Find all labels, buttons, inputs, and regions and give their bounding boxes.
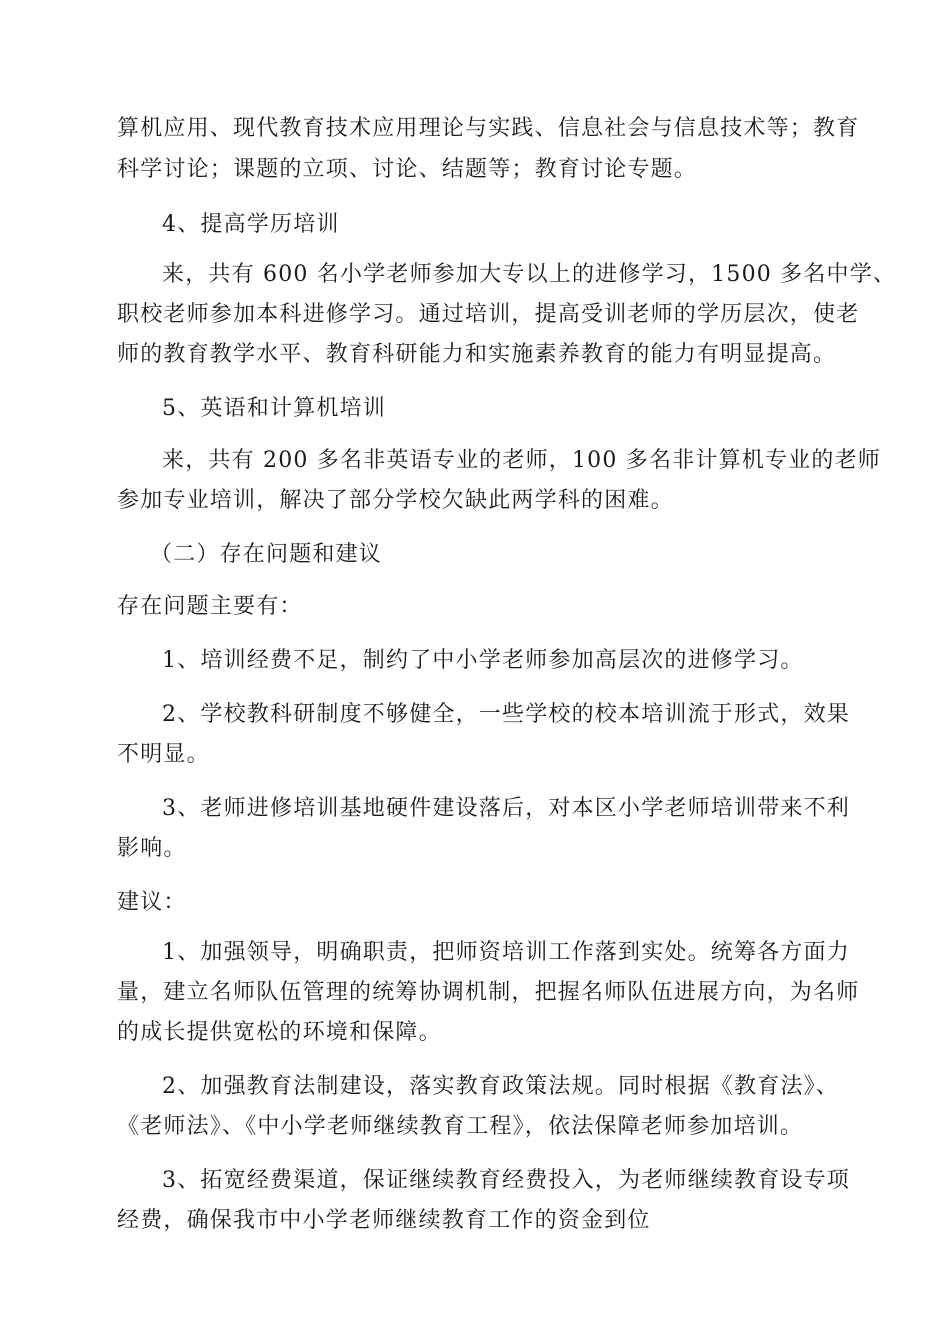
subsection-heading: （二）存在问题和建议: [150, 542, 383, 567]
list-item: 经费，确保我市中小学老师继续教育工作的资金到位: [117, 1208, 651, 1233]
list-label: 建议：: [117, 890, 187, 915]
list-item: 的成长提供宽松的环境和保障。: [117, 1020, 442, 1045]
list-item: 影响。: [117, 836, 187, 861]
paragraph-line: 算机应用、现代教育技术应用理论与实践、信息社会与信息技术等；教育: [117, 116, 860, 141]
list-item: 3、老师进修培训基地硬件建设落后，对本区小学老师培训带来不利: [162, 796, 850, 821]
list-item: 1、加强领导，明确职责，把师资培训工作落到实处。统筹各方面力: [162, 940, 850, 965]
list-item: 2、学校教科研制度不够健全，一些学校的校本培训流于形式，效果: [162, 702, 850, 727]
section-heading: 5、英语和计算机培训: [162, 396, 386, 421]
list-item: 2、加强教育法制建设，落实教育政策法规。同时根据《教育法》、: [162, 1074, 839, 1099]
list-item: 不明显。: [117, 742, 210, 767]
paragraph-line: 职校老师参加本科进修学习。通过培训，提高受训老师的学历层次，使老: [117, 302, 860, 327]
paragraph-line: 师的教育教学水平、教育科研能力和实施素养教育的能力有明显提高。: [117, 342, 837, 367]
list-item: 3、拓宽经费渠道，保证继续教育经费投入，为老师继续教育设专项: [162, 1168, 850, 1193]
paragraph-line: 科学讨论；课题的立项、讨论、结题等；教育讨论专题。: [117, 157, 698, 182]
list-label: 存在问题主要有：: [117, 594, 303, 619]
list-item: 量，建立名师队伍管理的统筹协调机制，把握名师队伍进展方向，为名师: [117, 980, 860, 1005]
paragraph-line: 参加专业培训，解决了部分学校欠缺此两学科的困难。: [117, 488, 674, 513]
paragraph-line: 来，共有 200 多名非英语专业的老师，100 多名非计算机专业的老师: [162, 448, 881, 473]
list-item: 1、培训经费不足，制约了中小学老师参加高层次的进修学习。: [162, 648, 804, 673]
paragraph-line: 来，共有 600 名小学老师参加大专以上的进修学习，1500 多名中学、: [162, 262, 897, 287]
section-heading: 4、提高学历培训: [162, 212, 340, 237]
list-item: 《老师法》、《中小学老师继续教育工程》，依法保障老师参加培训。: [117, 1114, 804, 1139]
